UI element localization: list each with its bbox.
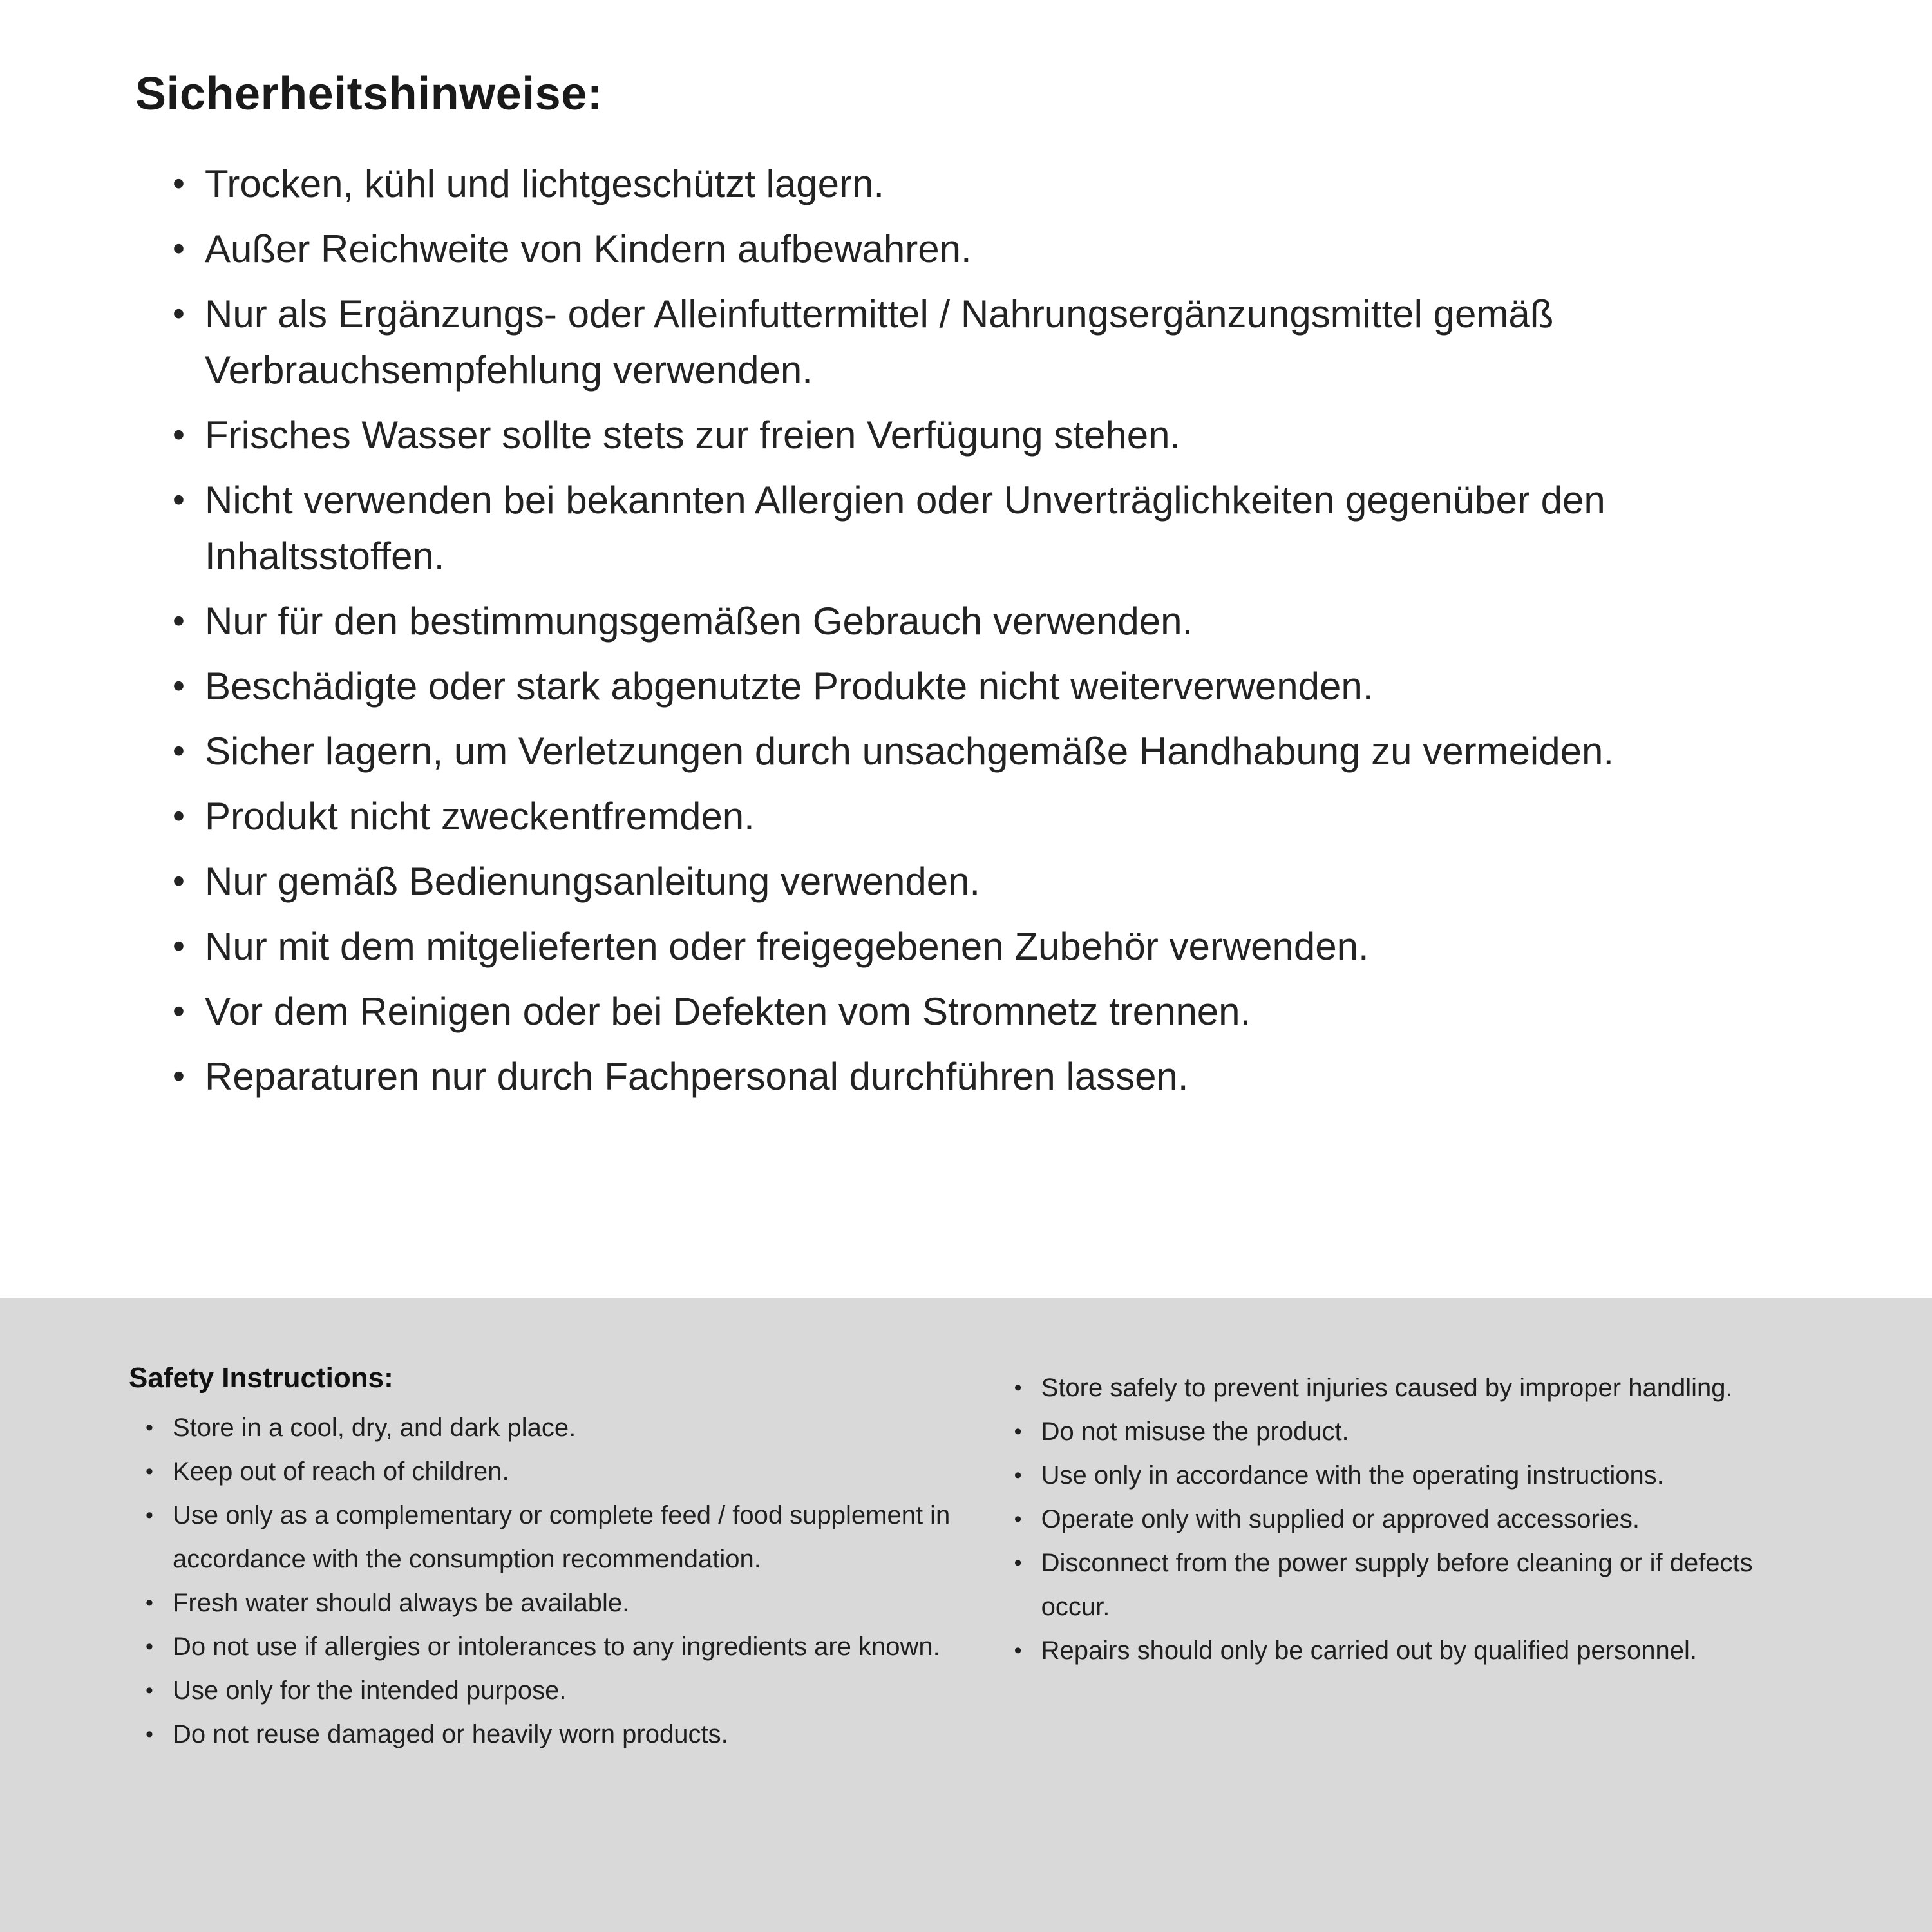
list-item: • Trocken, kühl und lichtgeschützt lagern. <box>173 156 1758 212</box>
list-item: • Do not reuse damaged or heavily worn products. <box>146 1712 956 1756</box>
list-item: • Disconnect from the power supply before cleaning or if defects occur. <box>1014 1541 1803 1629</box>
list-item: • Nur gemäß Bedienungsanleitung verwenden. <box>173 853 1758 909</box>
german-bullet-list <box>135 156 1758 1104</box>
list-item: • Use only as a complementary or complete feed / food supplement in accordance with the consumption recommendation. <box>146 1493 956 1581</box>
english-section <box>0 1298 1932 1932</box>
list-item: • Nur mit dem mitgelieferten oder freigegebenen Zubehör verwenden. <box>173 918 1758 974</box>
list-item: • Do not misuse the product. <box>1014 1410 1803 1454</box>
list-item: • Nur für den bestimmungsgemäßen Gebrauch verwenden. <box>173 593 1758 649</box>
list-item: • Operate only with supplied or approved accessories. <box>1014 1497 1803 1541</box>
list-item: • Produkt nicht zweckentfremden. <box>173 788 1758 844</box>
list-item: • Store safely to prevent injuries caused by improper handling. <box>1014 1366 1803 1410</box>
list-item: • Keep out of reach of children. <box>146 1450 956 1493</box>
list-item: • Use only for the intended purpose. <box>146 1669 956 1712</box>
list-item: • Außer Reichweite von Kindern aufbewahren. <box>173 221 1758 277</box>
list-item: • Repairs should only be carried out by qualified personnel. <box>1014 1629 1803 1672</box>
list-item: • Frisches Wasser sollte stets zur freien Verfügung stehen. <box>173 407 1758 463</box>
list-item: • Do not use if allergies or intolerances to any ingredients are known. <box>146 1625 956 1669</box>
list-item: • Nur als Ergänzungs- oder Alleinfuttermittel / Nahrungsergänzungsmittel gemäß Verbrauchsempfehlung verwenden. <box>173 286 1758 398</box>
english-section-title: Safety Instructions: <box>129 1362 393 1394</box>
list-item: • Vor dem Reinigen oder bei Defekten vom Stromnetz trennen. <box>173 983 1758 1039</box>
list-item: • Fresh water should always be available. <box>146 1581 956 1625</box>
english-left-column <box>129 1362 956 1932</box>
english-right-bullet-list <box>1014 1366 1803 1672</box>
list-item: • Sicher lagern, um Verletzungen durch unsachgemäße Handhabung zu vermeiden. <box>173 723 1758 779</box>
german-section-title: Sicherheitshinweise: <box>135 68 603 120</box>
list-item: • Reparaturen nur durch Fachpersonal durchführen lassen. <box>173 1048 1758 1104</box>
list-item: • Store in a cool, dry, and dark place. <box>146 1406 956 1450</box>
list-item: • Beschädigte oder stark abgenutzte Produkte nicht weiterverwenden. <box>173 658 1758 714</box>
list-item: • Nicht verwenden bei bekannten Allergien oder Unverträglichkeiten gegenüber den Inhaltsstoffen. <box>173 472 1758 584</box>
english-left-bullet-list <box>129 1406 956 1756</box>
english-right-column <box>1014 1362 1803 1932</box>
list-item: • Use only in accordance with the operating instructions. <box>1014 1454 1803 1497</box>
